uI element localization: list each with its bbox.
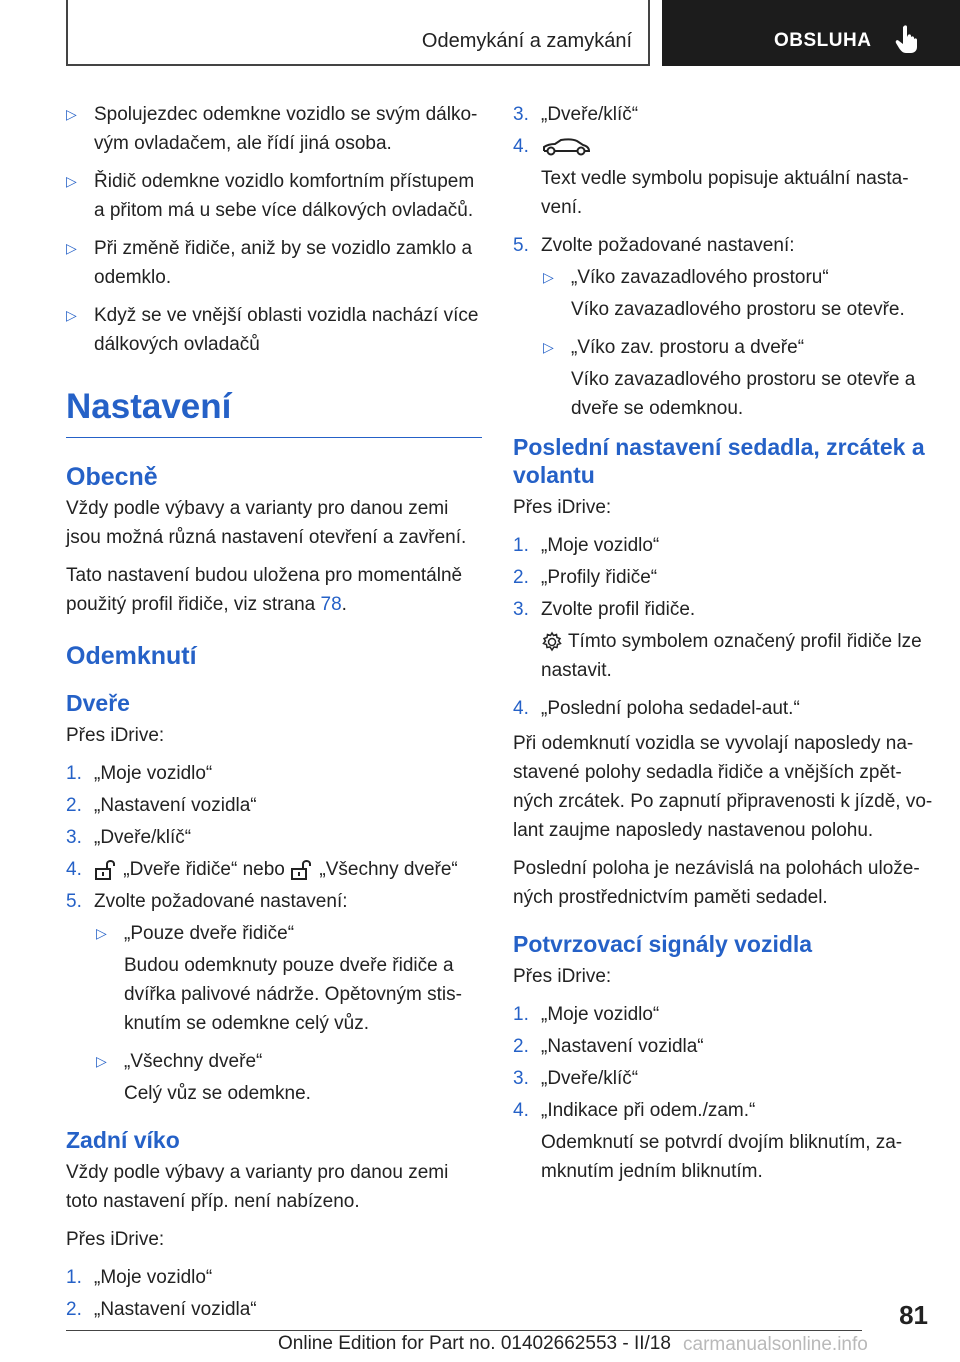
page-number: 81 [899,1300,928,1330]
page-reference-link[interactable]: 78 [320,594,342,615]
heading-nastaveni: Nastavení [66,387,482,438]
posledni-paragraph-2: Poslední poloha je nezávislá na polohách ulože-ných prostřednictvím paměti sedadel. [513,858,920,908]
chapter-tab[interactable] [662,0,960,66]
step-item: 3. „Dveře/klíč“ [513,104,639,125]
list-item: ▷ Při změně řidiče, aniž by se vozidlo zamklo a odemklo. [66,234,482,292]
triangle-right-icon: ▷ [543,269,554,285]
obecne-paragraph-1: Vždy podle výbavy a varianty pro danou zemi jsou možná různá nastavení otevření a zavření. [66,498,467,548]
option-description: Budou odemknuty pouze dveře řidiče a dvířka palivové nádrže. Opětovným stis-knutím se odemkne celý vůz. [124,955,462,1034]
zadni-paragraph: Vždy podle výbavy a varianty pro danou zemi toto nastavení příp. není nabízeno. [66,1162,449,1212]
step-item: 5. Zvolte požadované nastavení: [513,235,795,256]
step-note: Tímto symbolem označený profil řidiče lze nastavit. [541,631,922,681]
triangle-right-icon: ▷ [66,173,77,189]
step-item: 1. „Moje vozidlo“ [66,763,213,784]
header-title-box [66,0,650,66]
triangle-right-icon: ▷ [543,339,554,355]
step-item: 2. „Nastavení vozidla“ [66,795,257,816]
obecne-paragraph-2: Tato nastavení budou uložena pro momentálně použitý profil řidiče, viz strana 78. [66,565,463,615]
step-item: 2. „Nastavení vozidla“ [66,1299,257,1320]
step-item: 1. „Moje vozidlo“ [513,1004,660,1025]
step-item: 1. „Moje vozidlo“ [513,535,660,556]
step-item: 1. „Moje vozidlo“ [66,1267,213,1288]
triangle-right-icon: ▷ [96,925,107,941]
option-description: Víko zavazadlového prostoru se otevře a dveře se odemknou. [571,369,916,419]
step-description: Text vedle symbolu popisuje aktuální nasta-vení. [541,168,909,218]
heading-potvrzovaci-signaly: Potvrzovací signály vozidla [513,931,813,957]
car-icon [541,137,591,157]
chapter-tab-label: OBSLUHA [774,30,872,51]
right-column [513,100,933,1195]
edition-note: Online Edition for Part no. 01402662553 - II/18 [278,1333,671,1354]
page-header [0,0,960,66]
option-item: ▷ „Víko zav. prostoru a dveře“ [513,333,933,362]
heading-dvere: Dveře [66,690,130,716]
potvrz-intro: Přes iDrive: [513,966,612,987]
step-item: 2. „Nastavení vozidla“ [513,1036,704,1057]
list-item: ▷ Spolujezdec odemkne vozidlo se svým dálko-vým ovladačem, ale řídí jiná osoba. [66,100,482,158]
step-item: 2. „Profily řidiče“ [513,567,658,588]
heading-zadni-viko: Zadní víko [66,1127,180,1153]
option-item: ▷ „Všechny dveře“ [66,1047,482,1076]
step-item: 3. Zvolte profil řidiče. [513,599,696,620]
option-description: Víko zavazadlového prostoru se otevře. [571,299,905,320]
option-item: ▷ „Pouze dveře řidiče“ [66,919,482,948]
triangle-right-icon: ▷ [66,106,77,122]
step-item: 3. „Dveře/klíč“ [66,827,192,848]
step-item: 3. „Dveře/klíč“ [513,1068,639,1089]
step-description: Odemknutí se potvrdí dvojím bliknutím, za-mknutím jedním bliknutím. [541,1132,903,1182]
step-item: 4. „Poslední poloha sedadel-aut.“ [513,698,800,719]
heading-odemknuti: Odemknutí [66,642,197,670]
footer-divider [66,1330,862,1331]
heading-obecne: Obecně [66,463,158,491]
option-description: Celý vůz se odemkne. [124,1083,311,1104]
triangle-right-icon: ▷ [96,1053,107,1069]
posledni-intro: Přes iDrive: [513,497,612,518]
section-title: Odemykání a zamykání [421,30,632,52]
step-item: 4. [513,132,933,161]
list-item: ▷ Když se ve vnější oblasti vozidla nachází více dálkových ovladačů [66,301,482,359]
option-item: ▷ „Víko zavazadlového prostoru“ [513,263,933,292]
left-column [66,100,482,1327]
step-item: 5. Zvolte požadované nastavení: [66,891,348,912]
heading-posledni-nastaveni: Poslední nastavení sedadla, zrcátek a volantu [513,434,925,488]
unlock-icon [290,859,314,881]
hand-pointer-icon [894,24,922,54]
step-item: 4. „Dveře řidiče“ nebo „Všechny dveře“ [66,859,458,880]
step-item: 4. „Indikace při odem./zam.“ [513,1100,756,1121]
unlock-icon [94,859,118,881]
watermark: carmanualsonline.info [683,1334,868,1355]
gear-icon [541,631,563,653]
triangle-right-icon: ▷ [66,307,77,323]
list-item: ▷ Řidič odemkne vozidlo komfortním přístupem a přitom má u sebe více dálkových ovladačů. [66,167,482,225]
triangle-right-icon: ▷ [66,240,77,256]
dvere-intro: Přes iDrive: [66,725,165,746]
posledni-paragraph-1: Při odemknutí vozidla se vyvolají naposledy na-stavené polohy sedadla řidiče a vnějších zpět-ných zrcátek. Po zapnutí připravenosti k jízdě, vo-lant zaujme naposledy nastavenou polohu. [513,733,933,841]
zadni-intro: Přes iDrive: [66,1229,165,1250]
